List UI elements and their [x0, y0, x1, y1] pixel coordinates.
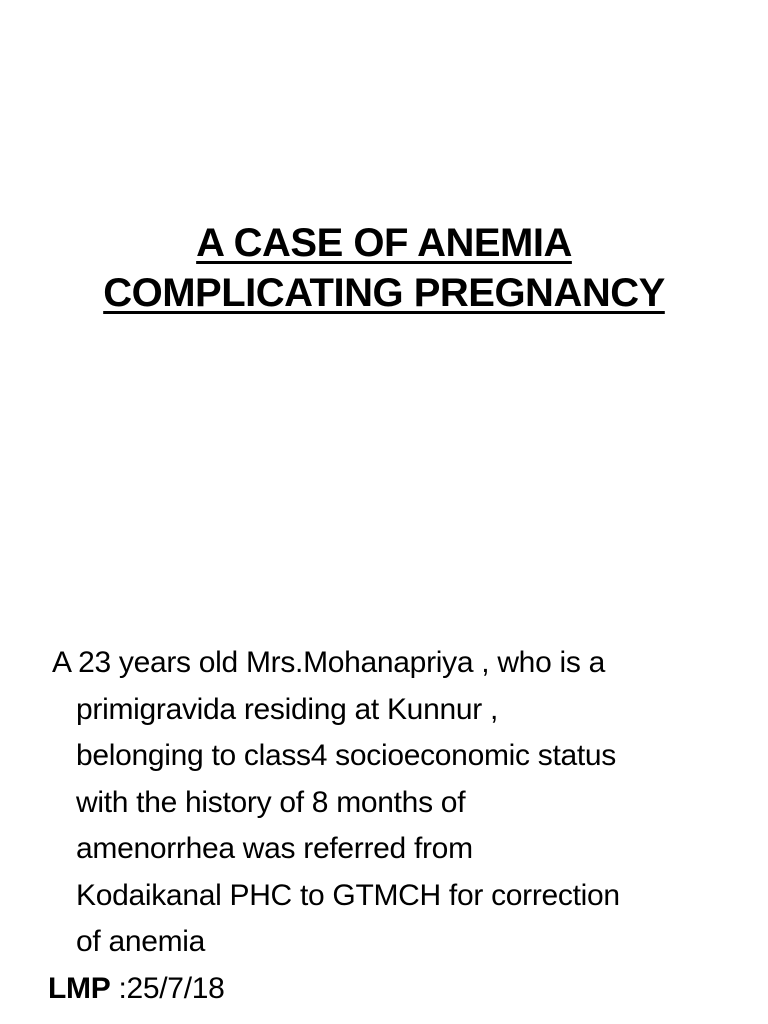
slide-title-line-1: A CASE OF ANEMIA [196, 221, 572, 265]
lmp-value: :25/7/18 [110, 972, 225, 1005]
slide-title-line-2: COMPLICATING PREGNANCY [103, 271, 665, 315]
lmp-label: LMP [48, 972, 111, 1005]
case-description-line-5: amenorrhea was referred from [76, 832, 473, 865]
case-description-line-3: belonging to class4 socioeconomic status [76, 739, 616, 772]
case-description-line-2: primigravida residing at Kunnur , [76, 692, 498, 726]
case-description-line-6: Kodaikanal PHC to GTMCH for correction [76, 878, 620, 912]
case-description-line-4: with the history of 8 months of [76, 785, 466, 819]
lmp-line [48, 966, 225, 1012]
slide-title [0, 218, 768, 318]
case-description-line-1: A 23 years old Mrs.Mohanapriya , who is a [52, 646, 605, 679]
case-description-line-7: of anemia [76, 925, 206, 958]
case-description [52, 640, 732, 966]
